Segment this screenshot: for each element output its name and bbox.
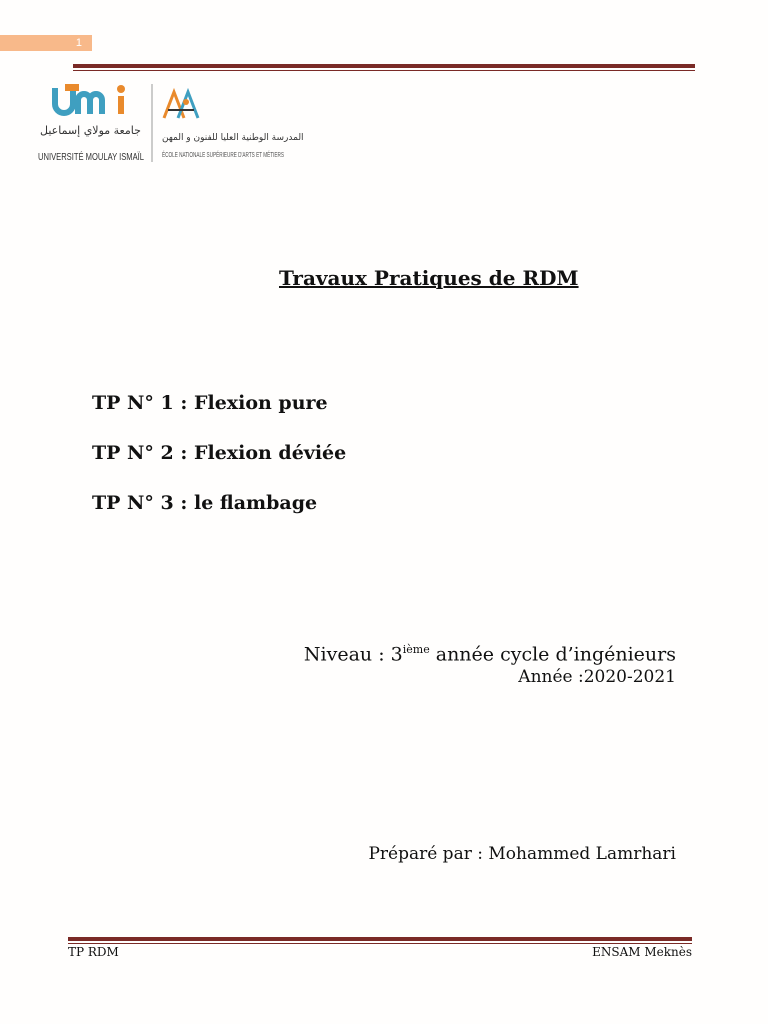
tp-item-3: TP N° 3 : le flambage	[92, 492, 318, 514]
page-number: 1	[75, 37, 82, 49]
page-number-badge	[0, 35, 92, 51]
footer-rule	[68, 937, 692, 944]
ensam-name-text: ÉCOLE NATIONALE SUPÉRIEURE D'ARTS ET MÉTIERS	[162, 152, 345, 159]
document-title: Travaux Pratiques de RDM	[279, 266, 579, 290]
tp-item-1: TP N° 1 : Flexion pure	[92, 392, 328, 414]
tp-item-2: TP N° 2 : Flexion déviée	[92, 442, 347, 464]
niveau-suffix: année cycle d’ingénieurs	[429, 643, 676, 666]
prepared-by: Préparé par : Mohammed Lamrhari	[368, 844, 676, 864]
niveau-prefix: Niveau : 3	[303, 643, 403, 666]
footer-school: ENSAM Meknès	[592, 945, 692, 959]
niveau-line	[304, 643, 676, 665]
institution-logos	[38, 82, 345, 166]
ensam-logo	[162, 92, 345, 159]
niveau-superscript: ième	[402, 643, 430, 656]
umi-arabic-text: جامعة مولاي إسماعيل	[40, 124, 141, 137]
footer-course: TP RDM	[68, 945, 119, 959]
academic-year: Année :2020-2021	[518, 667, 676, 687]
umi-name-text: UNIVERSITÉ MOULAY ISMAÏL	[38, 152, 178, 163]
ensam-arabic-text: المدرسة الوطنية العليا للفنون و المهن	[162, 133, 304, 143]
umi-logo	[38, 84, 178, 163]
tp-list	[92, 392, 346, 542]
header-rule	[73, 64, 695, 71]
